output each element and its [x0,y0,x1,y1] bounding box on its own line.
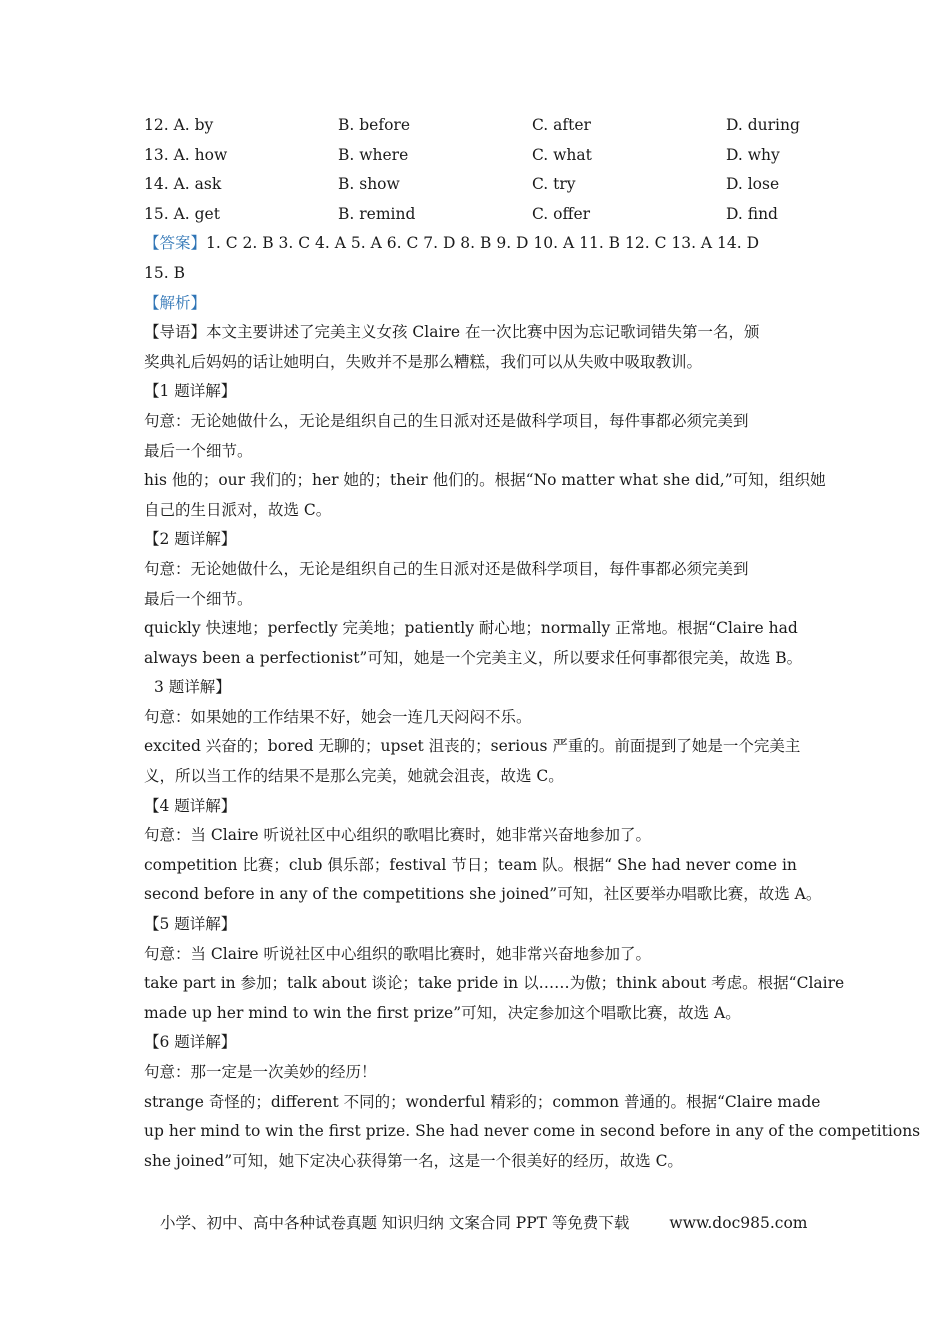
section-3 [144,673,814,791]
section-1 [144,377,826,525]
section-line: 最后一个细节。 [144,441,253,460]
section-2 [144,525,814,673]
option-d: D. why [726,145,780,164]
section-line: second before in any of the competitions she joined”可知，社区要举办唱歌比赛，故选 A。 [144,885,822,904]
option-b: B. show [338,175,400,194]
document-content [144,111,921,1176]
option-c: C. try [532,175,576,194]
option-b: B. remind [338,204,416,223]
section-line: take part in 参加；talk about 谈论；take pride in 以……为傲；think about 考虑。根据“Claire [144,974,845,993]
page-footer [160,1208,808,1238]
option-d: D. during [726,116,800,134]
intro-line: 奖典礼后妈妈的话让她明白，失败并不是那么糟糕，我们可以从失败中吸取教训。 [144,352,703,371]
footer-site: www.doc985.com [669,1214,808,1232]
analysis-label: 【解析】 [144,293,207,312]
option-c: C. offer [532,204,591,223]
option-c: C. what [532,145,592,164]
section-line: always been a perfectionist”可知，她是一个完美主义，所以要求任何事都很完美，故选 B。 [144,648,803,667]
option-list [144,111,814,229]
section-line: 句意：如果她的工作结果不好，她会一连几天闷闷不乐。 [144,707,532,726]
option-row [144,170,814,200]
section-4 [144,792,822,910]
section-line: strange 奇怪的；different 不同的；wonderful 精彩的；common 普通的。根据“Claire made [144,1092,821,1111]
option-c: C. after [532,116,591,134]
section-heading: 【6 题详解】 [144,1033,237,1052]
section-6 [144,1028,921,1176]
option-b: B. before [338,116,410,134]
section-line: his 他的；our 我们的；her 她的；their 他们的。根据“No matter what she did,”可知，组织她 [144,471,826,490]
section-line: excited 兴奋的；bored 无聊的；upset 沮丧的；serious 严重的。前面提到了她是一个完美主 [144,737,801,756]
section-line: made up her mind to win the first prize”可知，决定参加这个唱歌比赛，故选 A。 [144,1003,741,1022]
section-heading: 【5 题详解】 [144,915,237,934]
section-line: 自己的生日派对，故选 C。 [144,500,332,519]
option-d: D. find [726,204,778,223]
answer-line [144,229,814,259]
option-b: B. where [338,145,409,164]
section-line: 义，所以当工作的结果不是那么完美，她就会沮丧，故选 C。 [144,767,564,786]
answer-keys: 1. C 2. B 3. C 4. A 5. A 6. C 7. D 8. B 9. D 10. A 11. B 12. C 13. A 14. D [206,234,760,253]
section-heading: 【2 题详解】 [144,530,237,549]
section-5 [144,910,845,1028]
option-row [144,111,814,141]
section-line: up her mind to win the first prize. She had never come in second before in any of the competitions [144,1122,921,1141]
footer-text: 小学、初中、高中各种试卷真题 知识归纳 文案合同 PPT 等免费下载 [160,1214,630,1232]
section-line: 句意：那一定是一次美妙的经历！ [144,1063,377,1081]
option-a: 14. A. ask [144,175,222,194]
section-line: competition 比赛；club 俱乐部；festival 节日；team 队。根据“ She had never come in [144,855,797,874]
answer-label: 【答案】 [144,234,207,253]
section-line: 句意：当 Claire 听说社区中心组织的歌唱比赛时，她非常兴奋地参加了。 [144,944,651,963]
option-d: D. lose [726,175,780,194]
option-row [144,200,814,230]
option-row [144,141,814,171]
section-line: 句意：当 Claire 听说社区中心组织的歌唱比赛时，她非常兴奋地参加了。 [144,826,651,845]
option-a: 13. A. how [144,145,228,164]
section-line: 句意：无论她做什么，无论是组织自己的生日派对还是做科学项目，每件事都必须完美到 [144,559,749,578]
section-heading: 【1 题详解】 [144,382,237,401]
intro-line: 【导语】本文主要讲述了完美主义女孩 Claire 在一次比赛中因为忘记歌词错失第一名，颁 [144,323,760,342]
section-line: quickly 快速地；perfectly 完美地；patiently 耐心地；normally 正常地。根据“Claire had [144,619,798,638]
option-a: 15. A. get [144,204,220,223]
section-line: she joined”可知，她下定决心获得第一名，这是一个很美好的经历，故选 C。 [144,1151,683,1170]
section-line: 句意：无论她做什么，无论是组织自己的生日派对还是做科学项目，每件事都必须完美到 [144,411,749,430]
option-a: 12. A. by [144,116,214,134]
section-heading: 【4 题详解】 [144,796,237,815]
section-heading: 3 题详解】 [154,678,231,697]
answer-line-continued: 15. B [144,263,185,282]
section-line: 最后一个细节。 [144,589,253,608]
